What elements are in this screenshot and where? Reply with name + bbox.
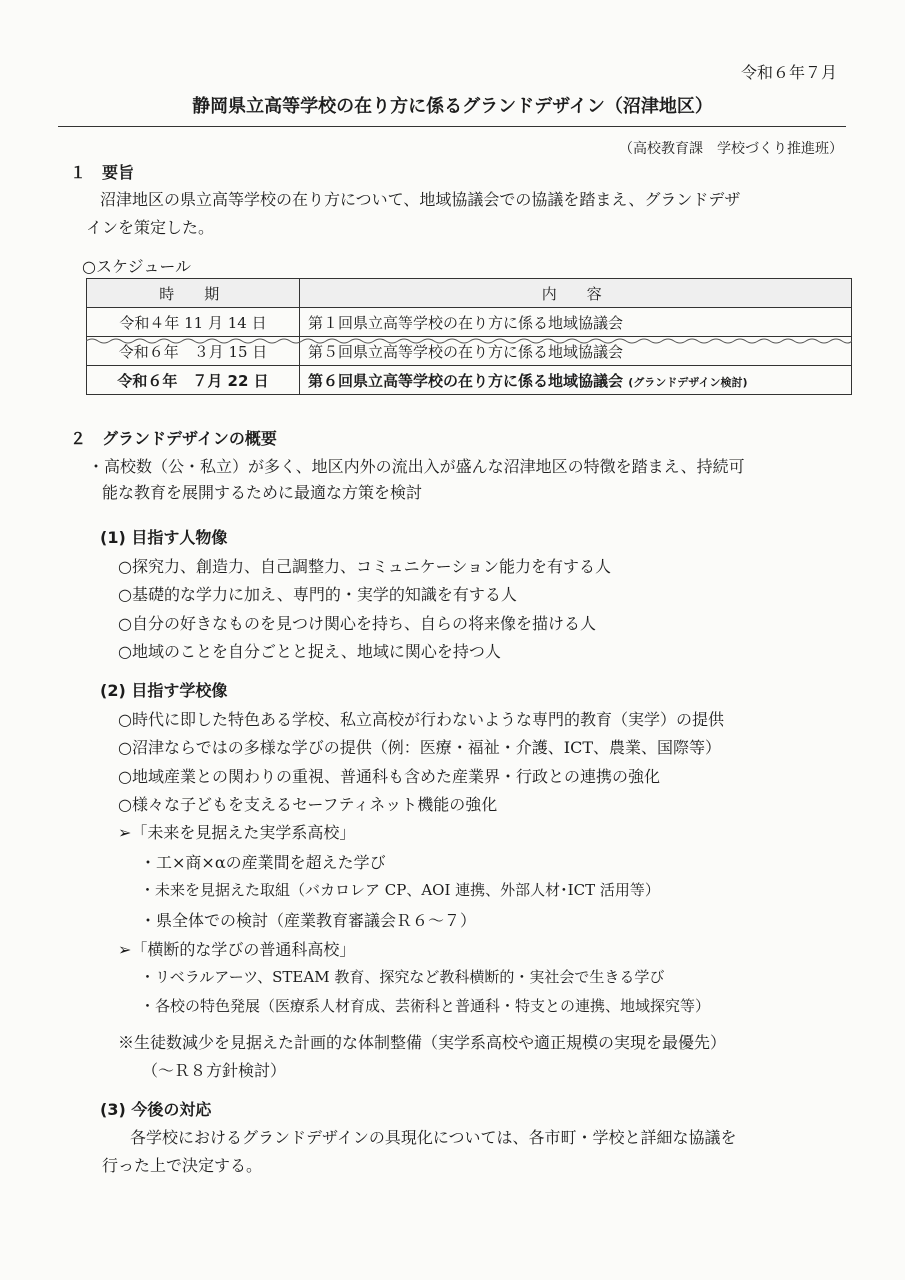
section-2-heading: ２ グランドデザインの概要 [70,429,277,448]
subheading-jitsugaku: ➢「未来を見据えた実学系高校」 [118,823,356,842]
subsection-2-heading: (2) 目指す学校像 [100,681,228,700]
section-1-text-line-2: インを策定した。 [86,218,215,237]
list-item: ○基礎的な学力に加え、専門的・実学的知識を有する人 [118,585,517,604]
list-item: ・未来を見据えた取組（バカロレア CP、AOI 連携、外部人材･ICT 活用等） [140,881,660,899]
schedule-header-period: 時 期 [87,279,300,308]
schedule-header-row [87,279,852,308]
schedule-row-content: 第１回県立高等学校の在り方に係る地域協議会 [300,308,852,337]
schedule-row-date: 令和４年 11 月 14 日 [87,308,300,337]
note-text: ※生徒数減少を見据えた計画的な体制整備（実学系高校や適正規模の実現を最優先） [118,1033,727,1052]
list-item: ○地域のことを自分ごとと捉え、地域に関心を持つ人 [118,642,501,661]
section-2-text-line-1: ・高校数（公・私立）が多く、地区内外の流出入が盛んな沼津地区の特徴を踏まえ、持続可 [88,457,745,476]
department-label: （高校教育課 学校づくり推進班） [619,141,843,157]
schedule-row-date: 令和６年 ３月 15 日 [87,337,300,366]
schedule-row-highlight [87,366,852,395]
list-item: ・各校の特色発展（医療系人材育成、芸術科と普通科・特支との連携、地域探究等） [140,997,711,1015]
document-title: 静岡県立高等学校の在り方に係るグランドデザイン（沼津地区） [192,96,713,117]
schedule-row-note: (グランドデザイン検討) [628,375,748,389]
document-date: 令和６年７月 [740,63,837,82]
title-underline [58,126,846,127]
list-item: ○沼津ならではの多様な学びの提供（例：医療・福祉・介護、ICT、農業、国際等） [118,738,722,757]
schedule-header-content: 内 容 [300,279,852,308]
schedule-row-content: 第６回県立高等学校の在り方に係る地域協議会 (グランドデザイン検討) [300,366,852,395]
list-item: ○時代に即した特色ある学校、私立高校が行わないような専門的教育（実学）の提供 [118,710,724,729]
subsection-3-heading: (3) 今後の対応 [100,1100,212,1119]
schedule-row-date: 令和６年 ７月 22 日 [87,366,300,395]
subsection-3-text-line-2: 行った上で決定する。 [102,1156,263,1175]
list-item: ○地域産業との関わりの重視、普通科も含めた産業界・行政との連携の強化 [118,767,660,786]
subheading-futsuka: ➢「横断的な学びの普通科高校」 [118,940,356,959]
note-text-sub: （～Ｒ８方針検討） [142,1061,287,1080]
subsection-3-text-line-1: 各学校におけるグランドデザインの具現化については、各市町・学校と詳細な協議を [130,1128,737,1147]
list-item: ・県全体での検討（産業教育審議会Ｒ６～７） [140,911,477,930]
list-item: ・リベラルアーツ、STEAM 教育、探究など教科横断的・実社会で生きる学び [140,968,665,986]
list-item: ○様々な子どもを支えるセーフティネット機能の強化 [118,795,498,814]
table-break-wave [86,337,852,345]
section-1-heading: １ 要旨 [70,163,135,182]
schedule-label: ○スケジュール [82,257,192,276]
schedule-row-content: 第５回県立高等学校の在り方に係る地域協議会 [300,337,852,366]
list-item: ○探究力、創造力、自己調整力、コミュニケーション能力を有する人 [118,557,612,576]
section-1-text-line-1: 沼津地区の県立高等学校の在り方について、地域協議会での協議を踏まえ、グランドデザ [100,190,741,209]
subsection-1-heading: (1) 目指す人物像 [100,528,228,547]
schedule-row [87,308,852,337]
section-2-text-line-2: 能な教育を展開するために最適な方策を検討 [102,483,423,502]
list-item: ○自分の好きなものを見つけ関心を持ち、自らの将来像を描ける人 [118,614,596,633]
list-item: ・工×商×αの産業間を超えた学び [140,853,386,872]
